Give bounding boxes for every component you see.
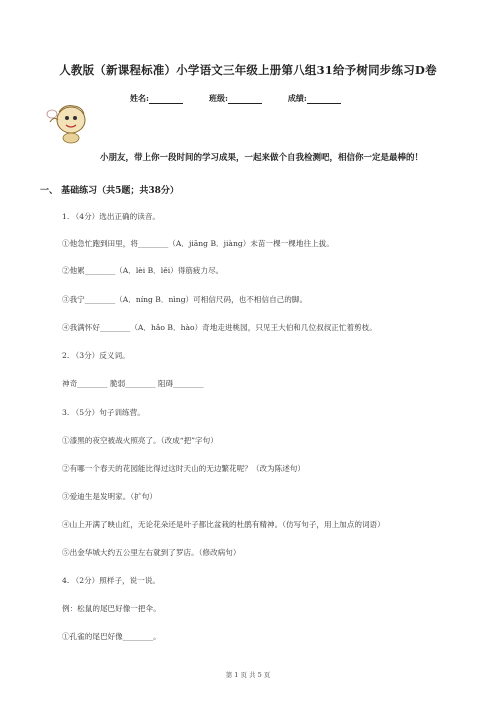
question-line: 1. （4分）选出正确的读音。 [62, 212, 161, 221]
class-blank[interactable] [228, 95, 262, 104]
question-line: ③爱迪生是发明家。（扩句） [62, 492, 157, 501]
encouragement-text: 小朋友，带上你一段时间的学习成果，一起来做个自我检测吧，相信你一定是最棒的！ [100, 153, 424, 163]
class-label: 班级: [208, 93, 228, 103]
question-line: 神奇________ 脆弱________ 阻碍________ [62, 379, 204, 388]
question-line: ①他急忙跑到田里，将________（A．jiāng B．jiàng）未苗一棵一棵地往上拔。 [62, 239, 334, 248]
student-info-row [130, 93, 341, 104]
score-label: 成绩: [287, 93, 307, 103]
page-title: 人教版（新课程标准）小学语文三年级上册第八组31给予树同步练习D卷 [59, 63, 437, 77]
name-label: 姓名: [130, 93, 149, 103]
class-field[interactable] [209, 93, 262, 104]
score-field[interactable] [288, 93, 341, 104]
question-line: ④山上开满了映山红，无论花朵还是叶子都比盆栽的杜鹃有精神。（仿写句子，用上加点的词语） [62, 520, 385, 529]
question-line: ①漆黑的夜空被战火照亮了。（改成“把”字句） [62, 436, 218, 445]
name-blank[interactable] [149, 95, 183, 104]
page-footer: 第 1 页 共 5 页 [225, 671, 271, 679]
question-line: ⑤出金华城大约五公里左右就到了罗店。（修改病句） [62, 548, 241, 557]
question-line: ②他累________（A．lèi B．lěi）得筋疲力尽。 [62, 266, 224, 275]
question-line: 4. （2分）照样子，说一说。 [62, 576, 161, 585]
section-heading: 一、 基础练习（共5题；共38分） [40, 186, 179, 196]
question-line: ②有哪一个春天的花园能比得过这时天山的无边繁花呢？（改为陈述句） [62, 464, 305, 473]
question-line: ③我宁________（A．níng B．nìng）可相信尺码，也不相信自己的脚。 [62, 295, 308, 304]
name-field[interactable] [130, 93, 183, 104]
question-line: ④我满怀好________（A．hǎo B．hào）奇地走进桃园，只见王大伯和几位叔叔正忙着剪枝。 [62, 323, 377, 332]
question-line: 2. （3分）反义词。 [62, 351, 130, 360]
question-line: 3. （5分）句子训练营。 [62, 408, 145, 417]
question-line: 例：松鼠的尾巴好像一把伞。 [62, 604, 161, 613]
question-line: ①孔雀的尾巴好像________。 [62, 632, 161, 641]
mascot-illustration [44, 100, 94, 146]
score-blank[interactable] [307, 95, 341, 104]
